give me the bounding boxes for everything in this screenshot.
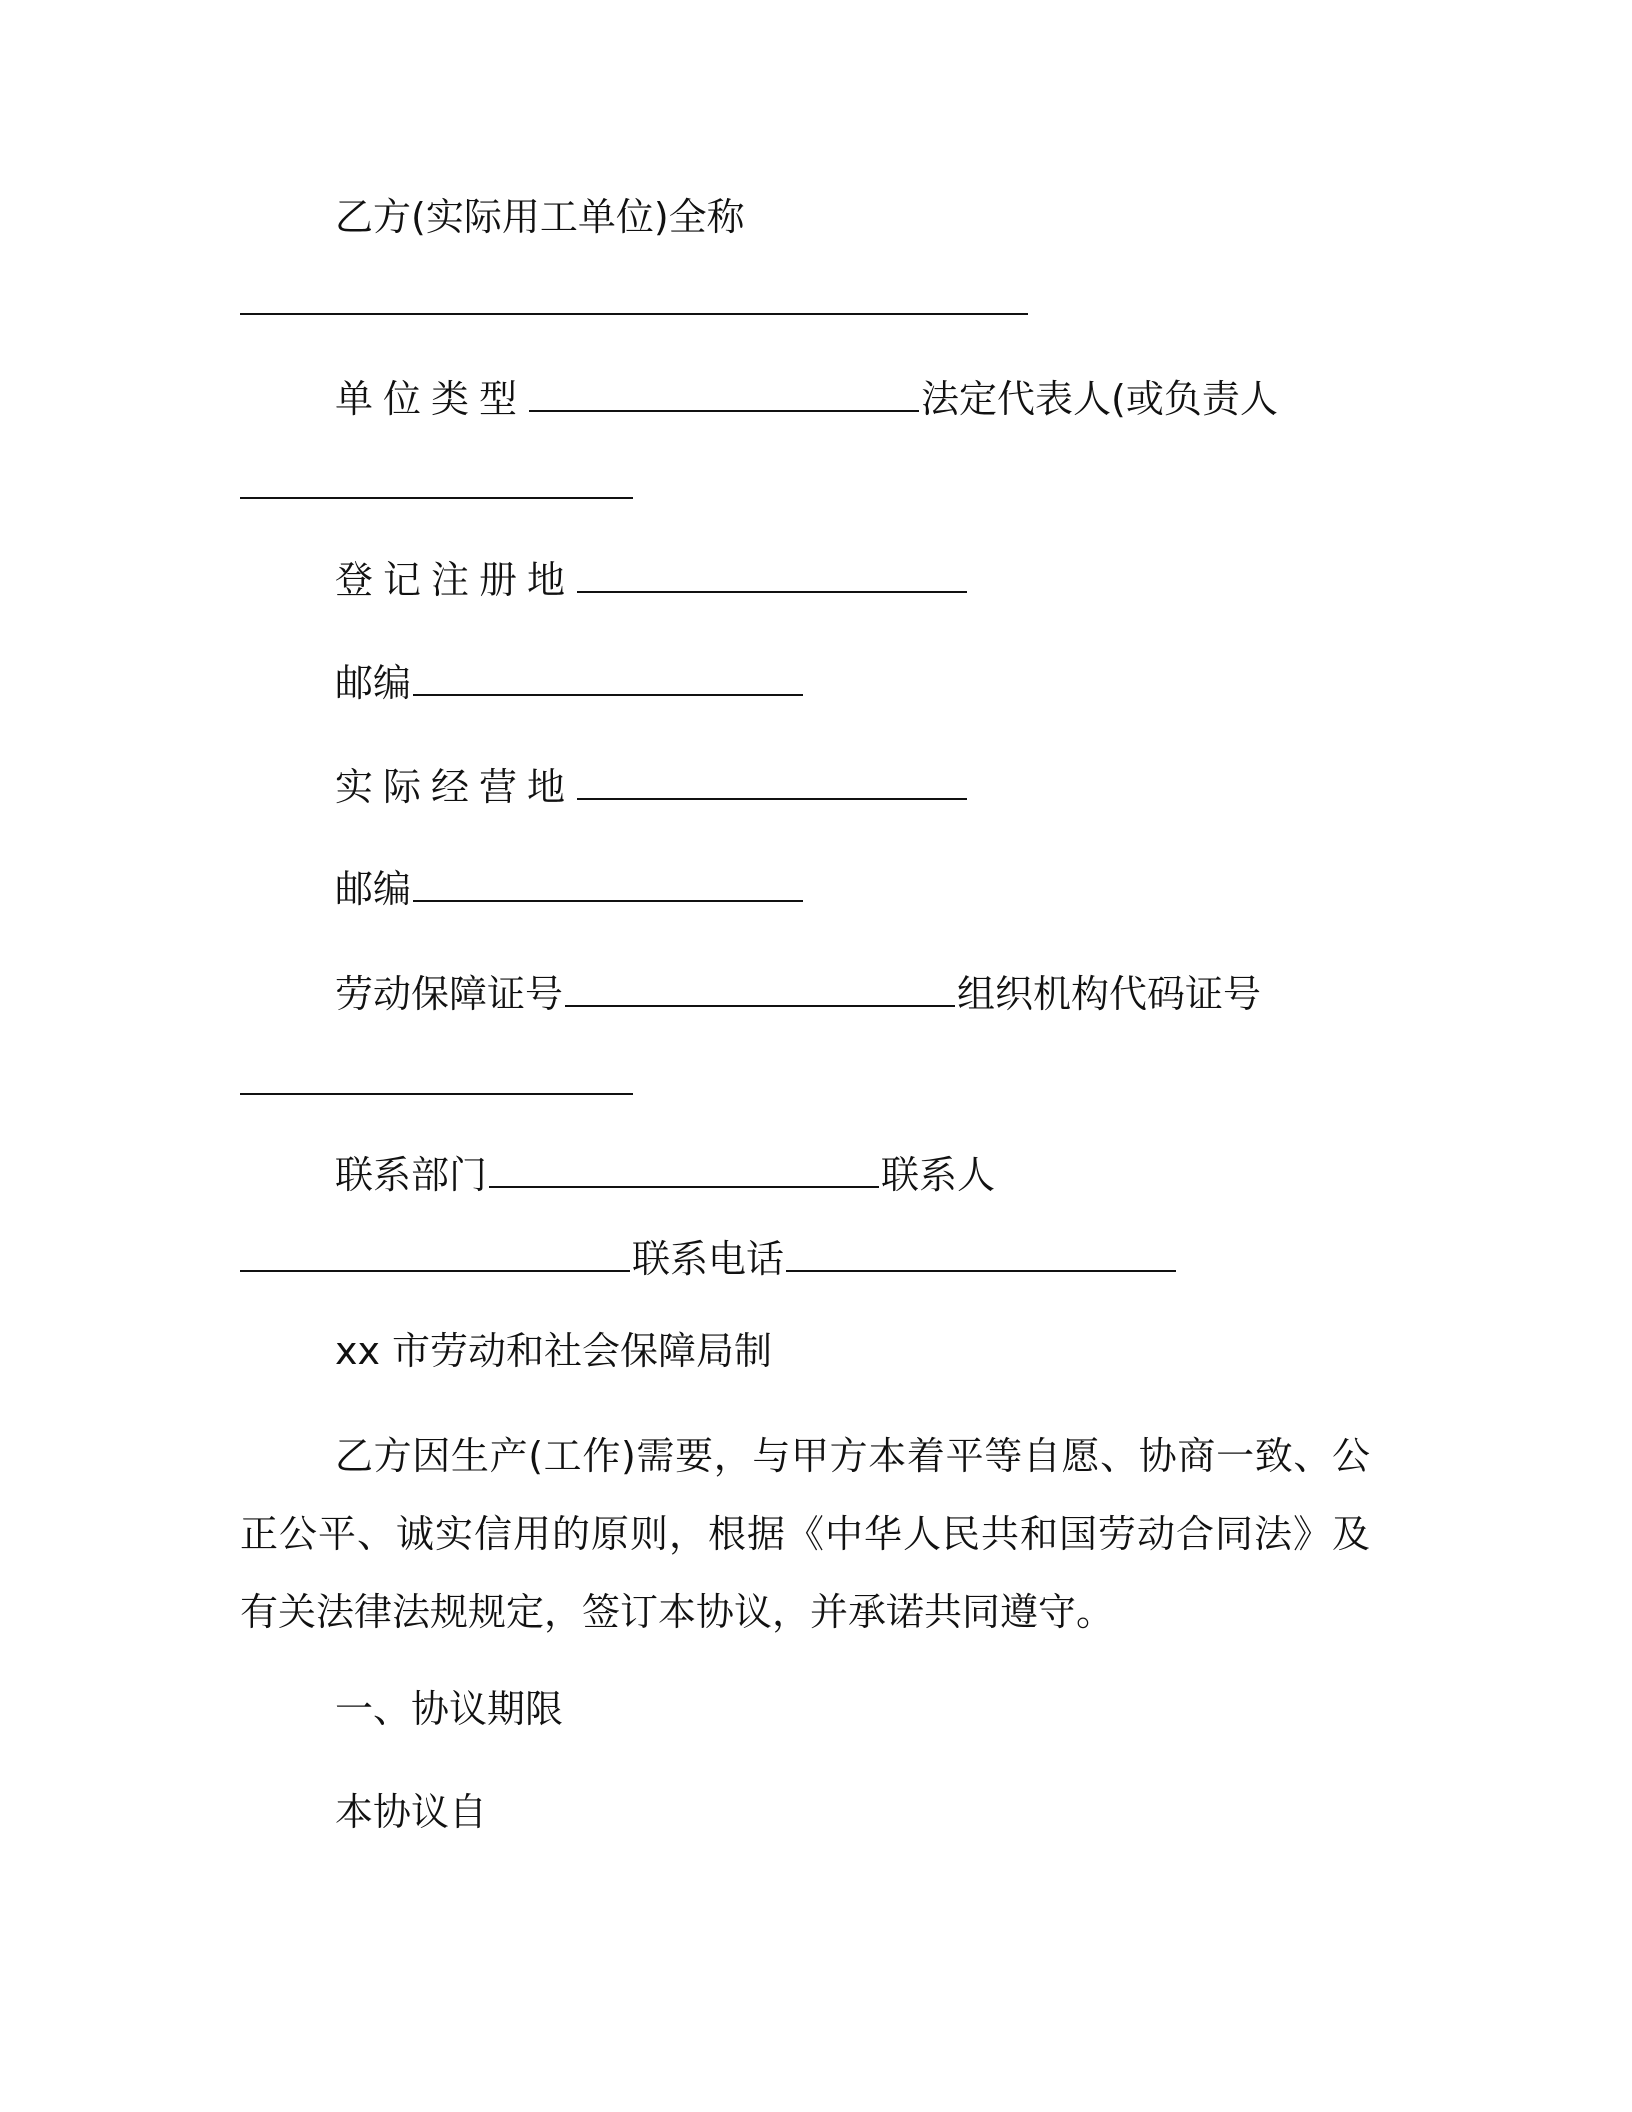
unit-type-label: 单位类型 — [335, 377, 528, 421]
full-name-blank[interactable] — [240, 313, 1028, 315]
section-1-text: 本协议自 — [335, 1790, 488, 1834]
labor-cert-row — [335, 972, 1262, 1016]
unit-type-blank[interactable] — [529, 380, 919, 412]
reg-address-row — [335, 558, 969, 602]
org-code-label: 组织机构代码证号 — [957, 972, 1262, 1016]
labor-cert-blank[interactable] — [565, 975, 955, 1007]
contact-person-label: 联系人 — [881, 1153, 996, 1197]
business-address-row — [335, 765, 969, 809]
contact-dept-label: 联系部门 — [335, 1153, 488, 1197]
postcode-blank-1[interactable] — [413, 664, 803, 696]
unit-type-row — [335, 377, 1278, 421]
org-code-blank[interactable] — [240, 1093, 633, 1095]
business-address-blank[interactable] — [577, 768, 967, 800]
section-1-heading: 一、协议期限 — [335, 1687, 564, 1731]
contact-dept-row — [335, 1153, 996, 1197]
contact-phone-row — [240, 1237, 1178, 1281]
contact-phone-blank[interactable] — [786, 1240, 1176, 1272]
postcode-row-1 — [335, 661, 805, 705]
business-address-label: 实际经营地 — [335, 765, 576, 809]
reg-address-label: 登记注册地 — [335, 558, 576, 602]
full-name-label: 乙方(实际用工单位)全称 — [335, 195, 745, 239]
postcode-label-1: 邮编 — [335, 661, 412, 705]
preamble-paragraph: 乙方因生产(工作)需要，与甲方本着平等自愿、协商一致、公正公平、诚实信用的原则，根据《中华人民共和国劳动合同法》及有关法律法规规定，签订本协议，并承诺共同遵守。 — [240, 1434, 1370, 1634]
postcode-label-2: 邮编 — [335, 867, 412, 911]
contact-person-blank[interactable] — [240, 1240, 630, 1272]
contact-phone-label: 联系电话 — [632, 1237, 785, 1281]
legal-rep-label: 法定代表人(或负责人 — [921, 377, 1278, 421]
postcode-blank-2[interactable] — [413, 870, 803, 902]
contact-dept-blank[interactable] — [489, 1156, 879, 1188]
issuer-line: xx 市劳动和社会保障局制 — [335, 1329, 773, 1373]
postcode-row-2 — [335, 867, 805, 911]
reg-address-blank[interactable] — [577, 561, 967, 593]
labor-cert-label: 劳动保障证号 — [335, 972, 564, 1016]
legal-rep-blank[interactable] — [240, 497, 633, 499]
